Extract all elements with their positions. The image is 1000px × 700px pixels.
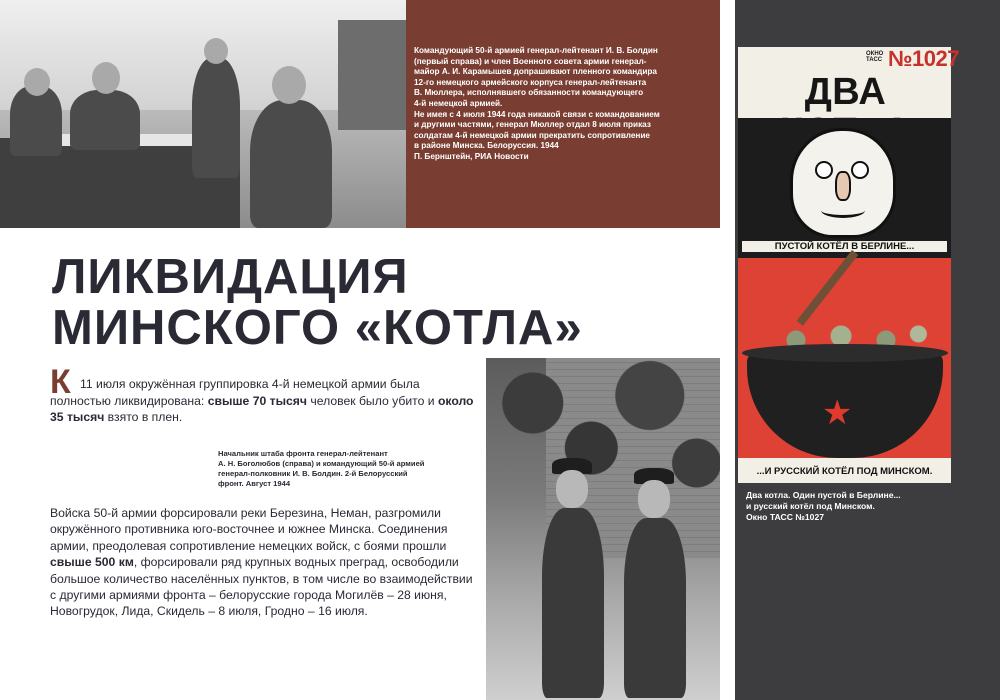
poster-caption-minsk: ...И РУССКИЙ КОТЁЛ ПОД МИНСКОМ. <box>756 466 933 477</box>
officers-photo <box>486 358 720 700</box>
lead-paragraph: 11 июля окружённая группировка 4-й немецкой армии была полностью ликвидирована: свыше 70 тысяч человек было убито и около 35 тысяч взято в плен. <box>50 377 474 425</box>
empty-pot-illustration <box>790 128 896 238</box>
page-title: ЛИКВИДАЦИЯ МИНСКОГО «КОТЛА» <box>52 250 583 355</box>
poster-caption: Два котла. Один пустой в Берлине... и русский котёл под Минском. Окно ТАСС №1027 <box>746 490 901 522</box>
pot-rim <box>742 344 948 362</box>
red-star-icon: ★ <box>822 394 853 432</box>
drop-cap: К <box>50 363 71 401</box>
officers-photo-caption: Начальник штаба фронта генерал-лейтенант А. Н. Боголюбов (справа) и командующий 50-й армией генерал-полковник И. В. Болдин. 2-й Белорусский фронт. Август 1944 <box>218 449 425 488</box>
poster-label: ОКНО ТАСС <box>866 51 884 63</box>
body-paragraph: Войска 50-й армии форсировали реки Березина, Неман, разгромили окружённого противника юго-восточнее и южнее Минска. Соединения армии, преодолевая сопротивление немецких войск, с боями прошли свыше 500 км, форсировали ряд крупных водных преград, освободили большое количество населённых пунктов, в том числе во взаимодействии с другими армиями фронта – белорусские города Могилёв – 28 июня, Новогрудок, Лида, Скидель – 8 июля, Гродно – 16 июля. <box>50 506 473 619</box>
top-photo-caption: Командующий 50-й армией генерал-лейтенант И. В. Болдин (первый справа) и член Военного совета армии генерал- майор А. И. Карамышев допрашивают пленного командира 12-го немецкого армейского корпуса генерал-лейтенанта В. Мюллера, исполнявшего обязанности командующего 4-й немецкой армией. Не имея с 4 июля 1944 года никакой связи с командованием и другими частями, генерал Мюллер отдал 8 июля приказ солдатам 4-й немецкой армии прекратить сопротивление в районе Минска. Белоруссия. 1944 П. Бернштейн, РИА Новости <box>414 46 660 161</box>
poster-number: №1027 <box>888 46 959 71</box>
poster-caption-berlin: ПУСТОЙ КОТЁЛ В БЕРЛИНЕ... <box>742 241 947 252</box>
poster-title: ДВА <box>804 71 887 113</box>
interrogation-photo <box>0 0 406 228</box>
